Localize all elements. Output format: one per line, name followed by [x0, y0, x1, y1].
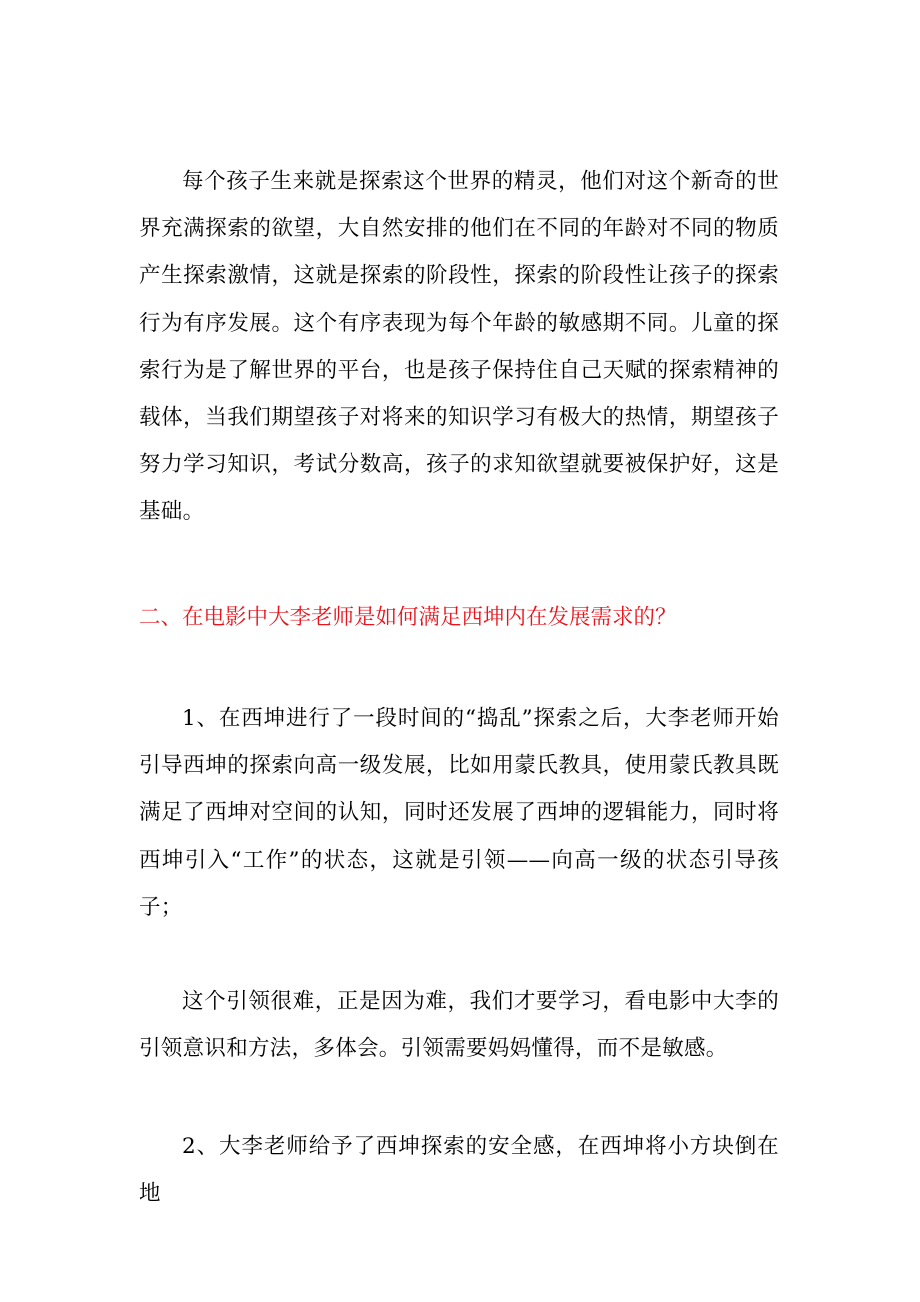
body-paragraph-2: 1、在西坤进行了一段时间的“捣乱”探索之后，大李老师开始引导西坤的探索向高一级发展，比如用蒙氏教具，使用蒙氏教具既满足了西坤对空间的认知，同时还发展了西坤的逻辑能力，同时将西坤引入“工作”的状态，这就是引领——向高一级的状态引导孩子；	[139, 706, 779, 920]
body-paragraph-4: 2、大李老师给予了西坤探索的安全感，在西坤将小方块倒在地	[139, 1134, 779, 1207]
body-paragraph-3: 这个引领很难，正是因为难，我们才要学习，看电影中大李的引领意识和方法，多体会。引领需要妈妈懂得，而不是敏感。	[139, 989, 779, 1062]
body-paragraph-1: 每个孩子生来就是探索这个世界的精灵，他们对这个新奇的世界充满探索的欲望，大自然安排的他们在不同的年龄对不同的物质产生探索激情，这就是探索的阶段性，探索的阶段性让孩子的探索行为有序发展。这个有序表现为每个年龄的敏感期不同。儿童的探索行为是了解世界的平台，也是孩子保持住自己天赋的探索精神的载体，当我们期望孩子对将来的知识学习有极大的热情，期望孩子努力学习知识，考试分数高，孩子的求知欲望就要被保护好，这是基础。	[139, 169, 779, 525]
section-heading-2: 二、在电影中大李老师是如何满足西坤内在发展需求的？	[139, 605, 677, 630]
